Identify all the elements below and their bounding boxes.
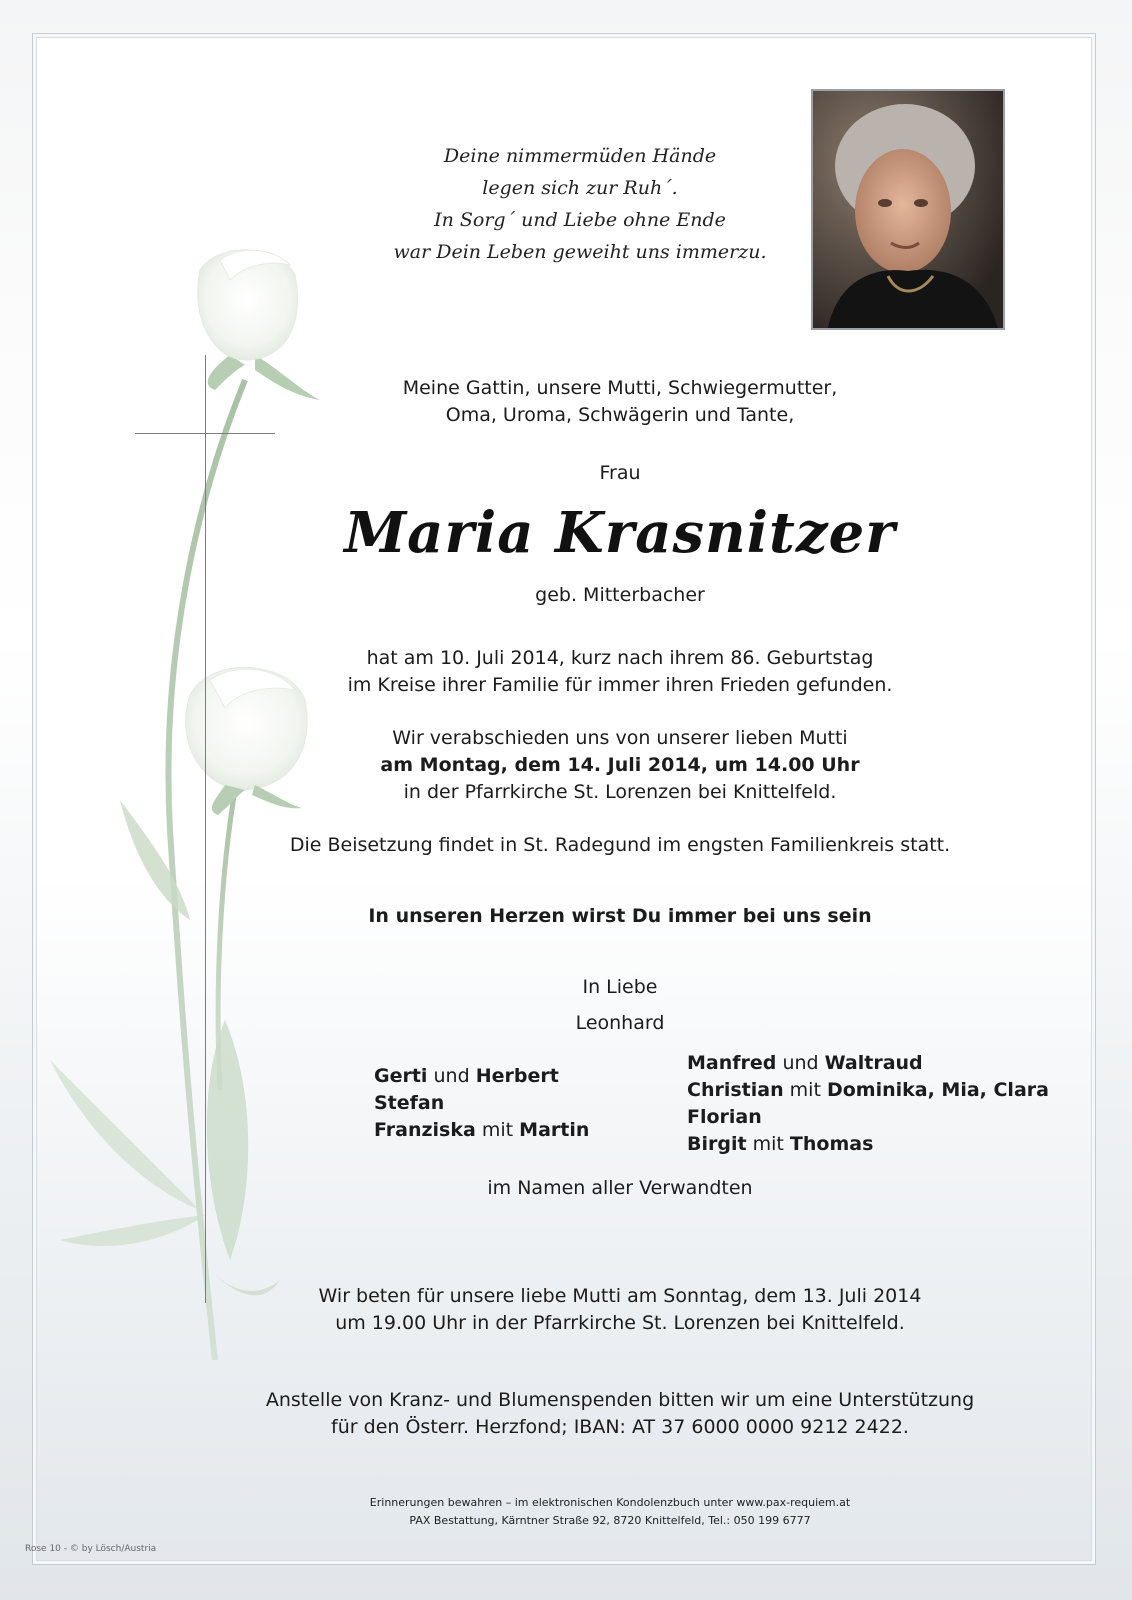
- portrait-photo: [811, 89, 1005, 330]
- footer: [300, 1494, 920, 1530]
- family-entry: Stefan: [374, 1092, 445, 1114]
- farewell-line-3: in der Pfarrkirche St. Lorenzen bei Knittelfeld.: [403, 781, 837, 803]
- family-left-column: [374, 1063, 589, 1144]
- poem-line: In Sorg´ und Liebe ohne Ende: [434, 209, 726, 231]
- relatives-note: im Namen aller Verwandten: [487, 1177, 753, 1199]
- prayer-line-2: um 19.00 Uhr in der Pfarrkirche St. Lorenzen bei Knittelfeld.: [335, 1312, 905, 1334]
- donation-line-2: für den Österr. Herzfond; IBAN: AT 37 6000 0000 9212 2422.: [331, 1416, 909, 1438]
- footer-address: PAX Bestattung, Kärntner Straße 92, 8720 Knittelfeld, Tel.: 050 199 6777: [409, 1514, 811, 1527]
- prayer-line-1: Wir beten für unsere liebe Mutti am Sonntag, dem 13. Juli 2014: [318, 1285, 922, 1307]
- cross-vertical-line: [205, 355, 206, 1303]
- intro-line-1: Meine Gattin, unsere Mutti, Schwiegermutter,: [402, 377, 838, 399]
- donation-notice: [260, 1387, 980, 1441]
- footer-condolence-link[interactable]: Erinnerungen bewahren – im elektronischen Kondolenzbuch unter www.pax-requiem.at: [369, 1496, 851, 1509]
- deceased-name: Maria Krasnitzer: [344, 500, 896, 566]
- in-love: In Liebe: [582, 976, 658, 998]
- burial-notice: Die Beisetzung findet in St. Radegund im engsten Familienkreis statt.: [289, 834, 951, 856]
- poem: [360, 140, 800, 268]
- family-entry: Manfred und Waltraud: [687, 1052, 923, 1074]
- maiden-name: geb. Mitterbacher: [535, 584, 705, 606]
- motto: In unseren Herzen wirst Du immer bei uns sein: [368, 905, 872, 927]
- husband-name: Leonhard: [575, 1012, 665, 1034]
- death-line-1: hat am 10. Juli 2014, kurz nach ihrem 86. Geburtstag: [366, 647, 874, 669]
- farewell-line-1: Wir verabschieden uns von unserer lieben Mutti: [392, 727, 848, 749]
- family-entry: Birgit mit Thomas: [687, 1133, 874, 1155]
- salutation: Frau: [599, 462, 641, 484]
- farewell-notice: [300, 725, 940, 806]
- family-right-column: [687, 1050, 1049, 1158]
- portrait-image: [813, 91, 1003, 328]
- donation-line-1: Anstelle von Kranz- und Blumenspenden bitten wir um eine Unterstützung: [265, 1389, 975, 1411]
- poem-line: war Dein Leben geweiht uns immerzu.: [393, 241, 767, 263]
- poem-line: legen sich zur Ruh´.: [482, 177, 678, 199]
- intro-text: [300, 375, 940, 429]
- death-line-2: im Kreise ihrer Familie für immer ihren Frieden gefunden.: [347, 674, 893, 696]
- white-rose-illustration: [40, 230, 340, 1410]
- family-entry: Christian mit Dominika, Mia, Clara: [687, 1079, 1049, 1101]
- poem-line: Deine nimmermüden Hände: [443, 145, 717, 167]
- intro-line-2: Oma, Uroma, Schwägerin und Tante,: [445, 404, 795, 426]
- copyright-note: Rose 10 - © by Lösch/Austria: [25, 1544, 157, 1554]
- cross-horizontal-line: [135, 433, 275, 434]
- family-entry: Franziska mit Martin: [374, 1119, 590, 1141]
- family-entry: Gerti und Herbert: [374, 1065, 559, 1087]
- farewell-date-time: am Montag, dem 14. Juli 2014, um 14.00 Uhr: [380, 754, 860, 776]
- prayer-notice: [280, 1283, 960, 1337]
- death-notice: [300, 645, 940, 699]
- family-entry: Florian: [687, 1106, 762, 1128]
